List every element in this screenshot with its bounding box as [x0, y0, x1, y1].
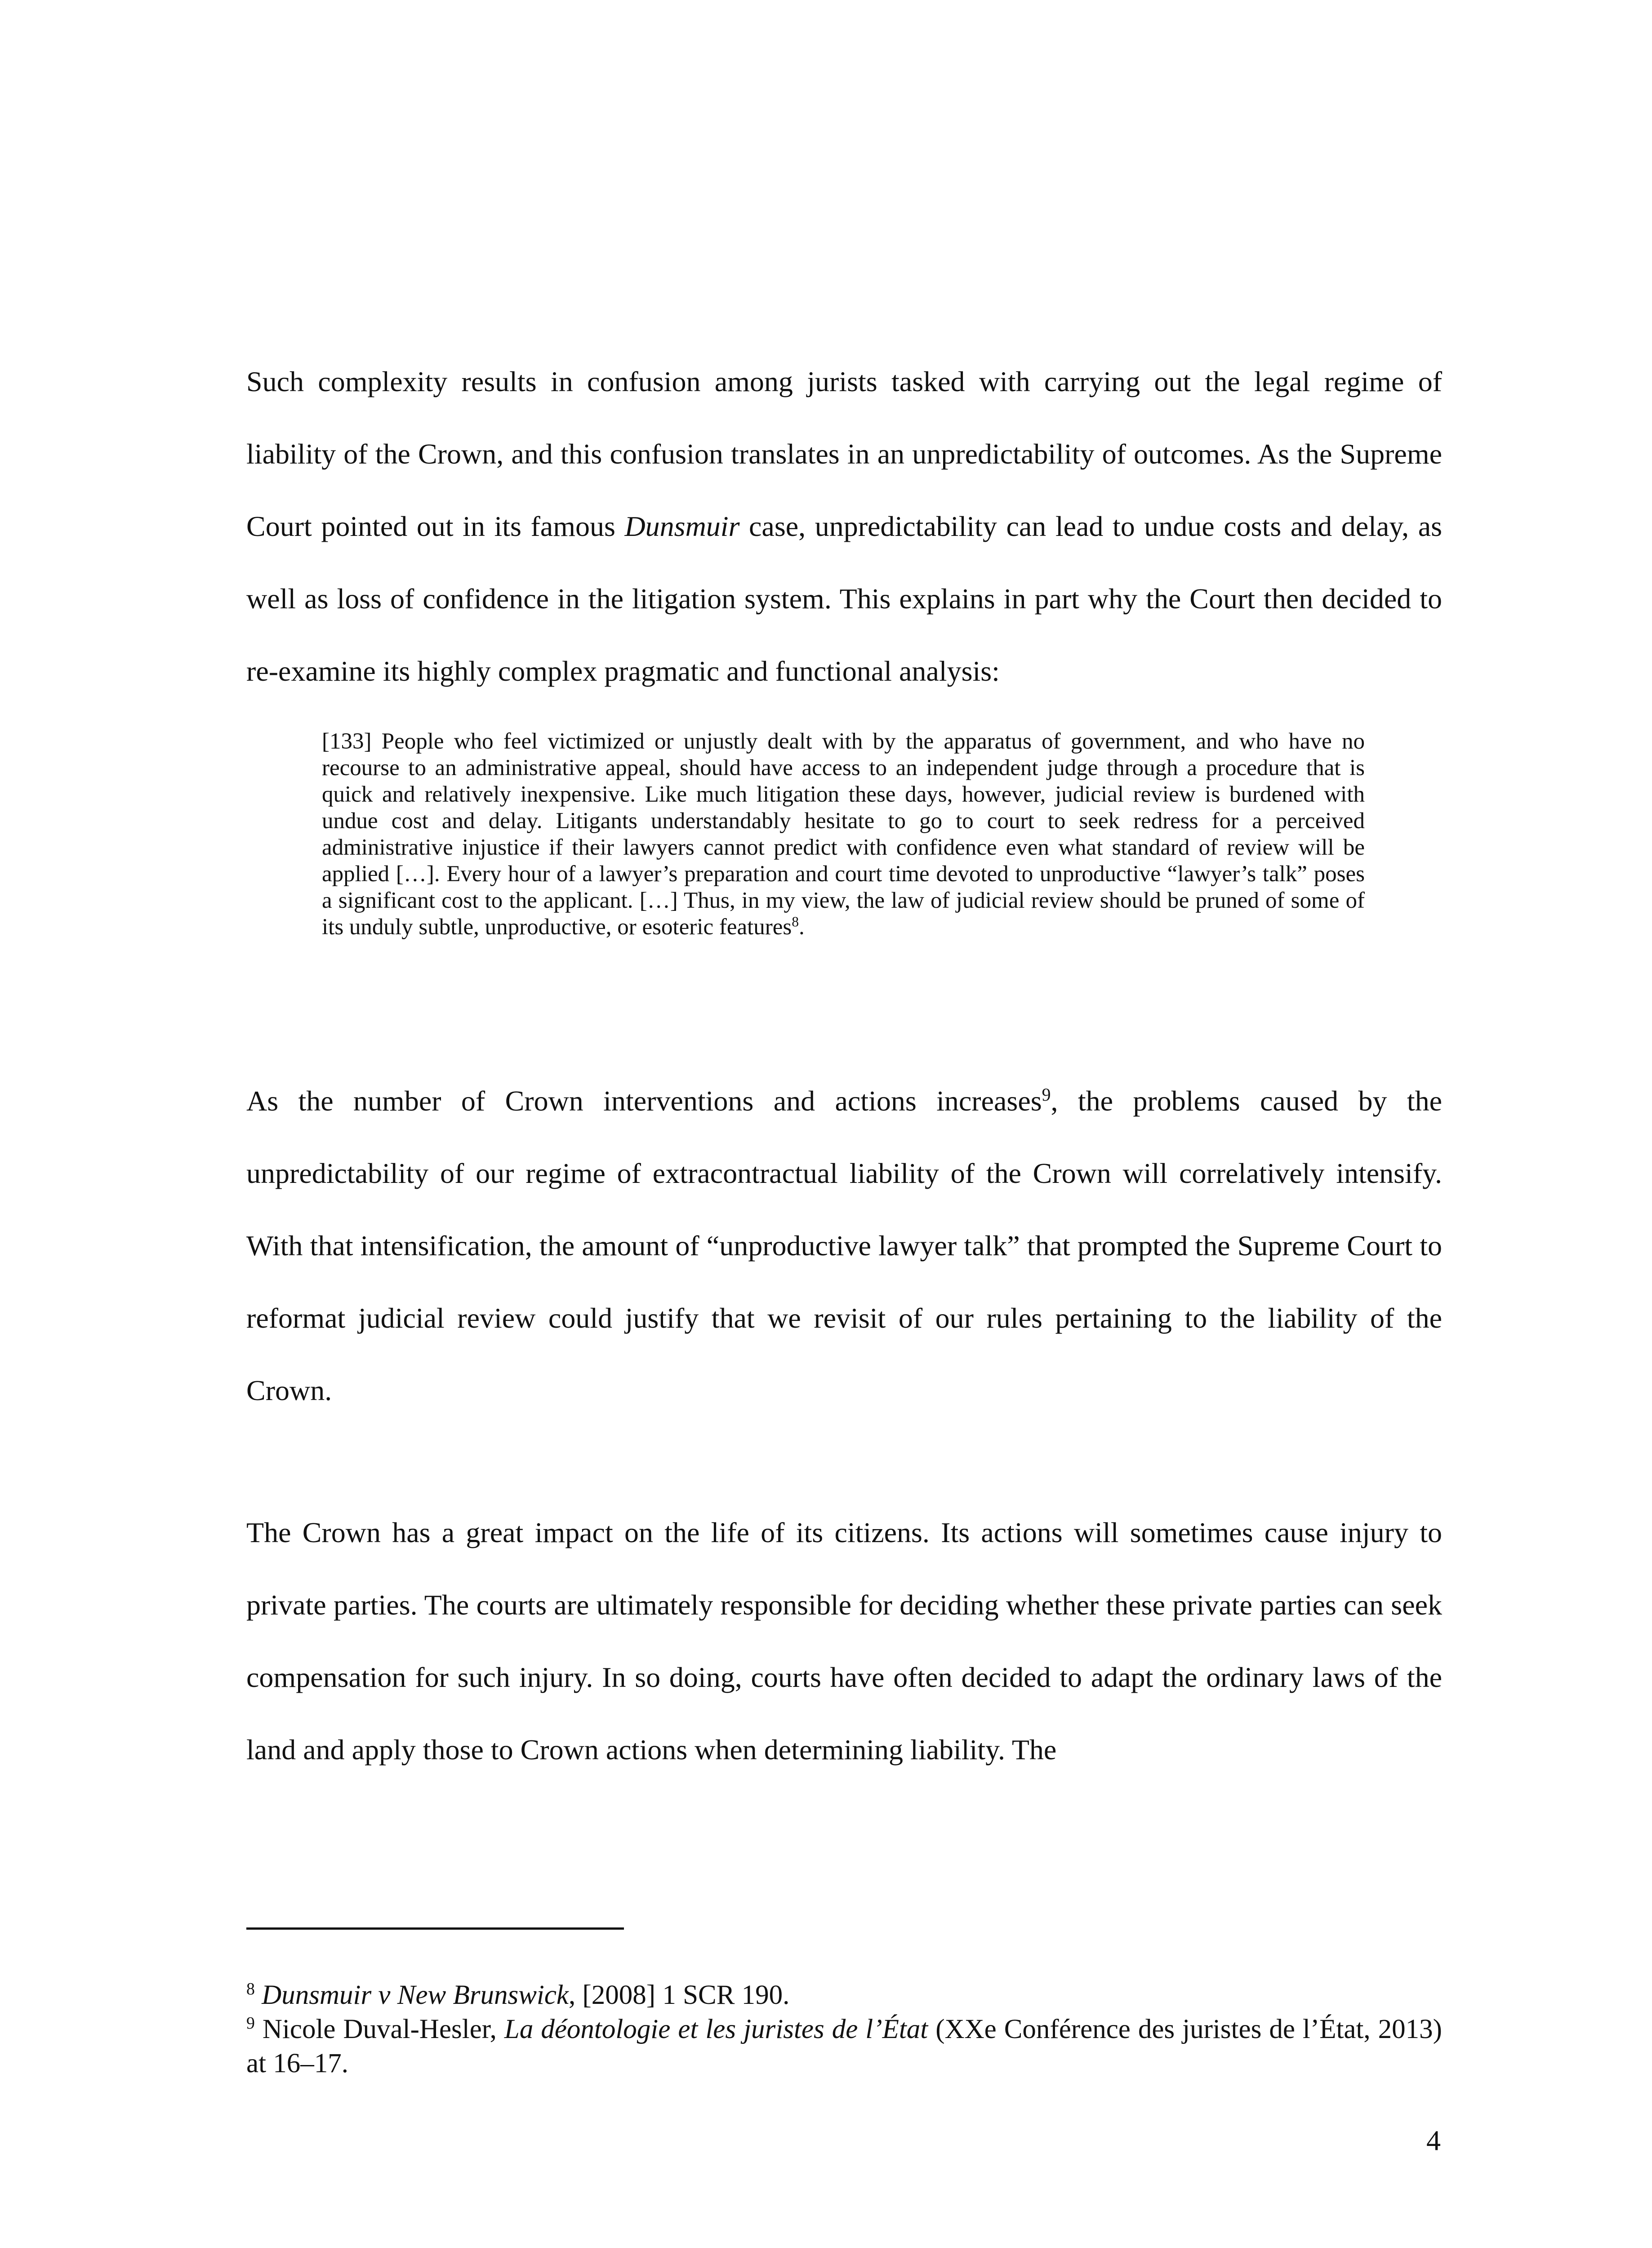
footnote-8 — [246, 1978, 1442, 2012]
quote-end: . — [799, 914, 805, 940]
p1-text-end: case, unpredictability can lead to undue costs and delay, as well as loss of confidence in the litigation system. This explains in part why the Court then decided to re-examine its highly complex pragmatic and functional analysis: — [246, 510, 1443, 687]
footnote-9 — [246, 2012, 1442, 2081]
p1-text-start: Such complexity results in confusion among jurists tasked with carrying out the legal regime of liability of the Crown, and this confusion translates in an unpredictability of outcomes. As the Supreme Court pointed out in its famous — [246, 366, 1442, 542]
footnote-number: 9 — [246, 2014, 255, 2033]
page-number: 4 — [1426, 2124, 1441, 2156]
p3-text: The Crown has a great impact on the life of its citizens. Its actions will sometimes cause injury to private parties. The courts are ultimately responsible for deciding whether these private parties can seek compensation for such injury. In so doing, courts have often decided to adapt the ordinary laws of the land and apply those to Crown actions when determining liability. The — [246, 1517, 1442, 1766]
footnote-work-title: La déontologie et les juristes de l’État — [504, 2014, 928, 2044]
footnote-case-title: Dunsmuir v New Brunswick — [262, 1980, 569, 2010]
case-name-dunsmuir: Dunsmuir — [624, 510, 740, 542]
p2-text-end: , the problems caused by the unpredictability of our regime of extracontractual liability of the Crown will correlatively intensify. With that intensification, the amount of “unproductive lawyer talk” that prompted the Supreme Court to reformat judicial review could justify that we revisit of our rules pertaining to the liability of the Crown. — [246, 1085, 1443, 1406]
block-quote — [322, 728, 1365, 941]
footnote-author: Nicole Duval-Hesler, — [262, 2014, 504, 2044]
body-paragraph-2 — [246, 1065, 1442, 1427]
footnote-ref-9[interactable]: 9 — [1042, 1085, 1051, 1105]
footnote-citation: , [2008] 1 SCR 190. — [568, 1980, 790, 2010]
body-paragraph-3 — [246, 1496, 1442, 1786]
footnote-ref-8[interactable]: 8 — [792, 914, 799, 930]
footnote-number: 8 — [246, 1980, 255, 1999]
footnote-separator — [246, 1927, 624, 1930]
quote-text: [133] People who feel victimized or unjustly dealt with by the apparatus of government, and who have no recourse to an administrative appeal, should have access to an independent judge through a procedure that is quick and relatively inexpensive. Like much litigation these days, however, judicial review is burdened with undue cost and delay. Litigants understandably hesitate to go to court to seek redress for a perceived administrative injustice if their lawyers cannot predict with confidence even what standard of review will be applied […]. Every hour of a lawyer’s preparation and court time devoted to unproductive “lawyer’s talk” poses a significant cost to the applicant. […] Thus, in my view, the law of judicial review should be pruned of some of its unduly subtle, unproductive, or esoteric features — [322, 729, 1365, 940]
body-paragraph-1 — [246, 345, 1442, 707]
footnote-citation: (XXe Conférence des juristes de l’État, 2013) at 16–17. — [246, 2014, 1442, 2079]
p2-text-start: As the number of Crown interventions and actions increases — [246, 1085, 1042, 1117]
